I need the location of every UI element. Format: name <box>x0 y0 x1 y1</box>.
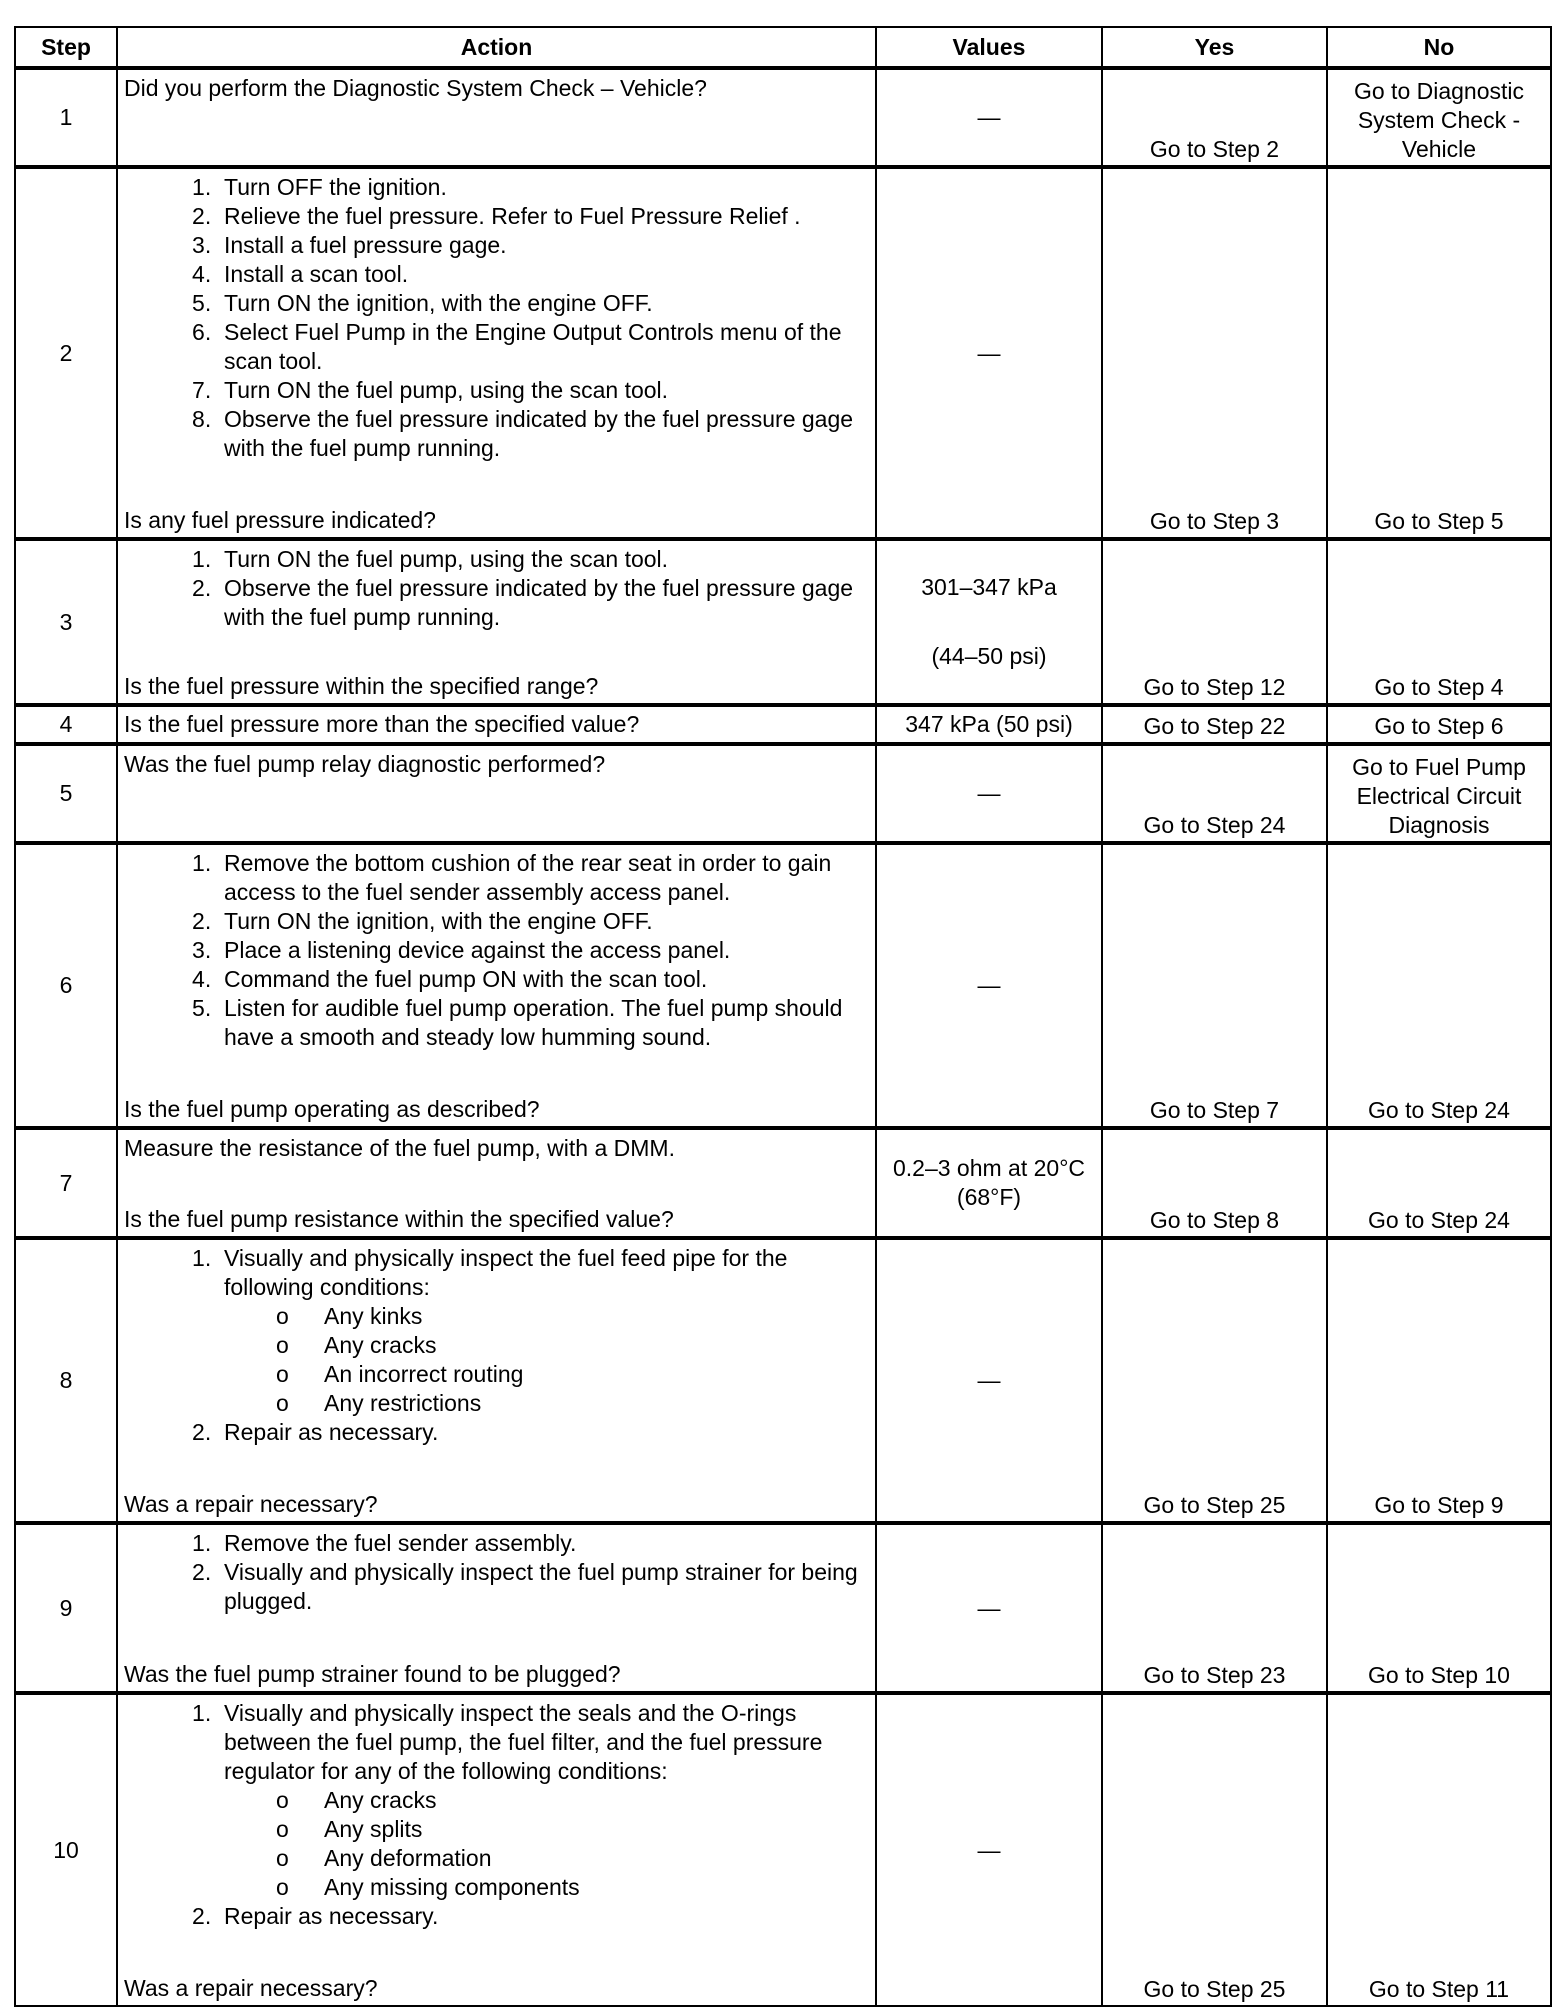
action-step: 1. Turn OFF the ignition. <box>224 173 869 202</box>
step-number: 10 <box>15 1693 117 2006</box>
condition-item: o Any missing components <box>324 1873 869 1902</box>
action-text: Is the fuel pressure more than the specified value? <box>124 711 640 737</box>
action-cell <box>117 1693 876 2006</box>
action-step: 5. Listen for audible fuel pump operation. The fuel pump should have a smooth and steady low humming sound. <box>224 994 869 1052</box>
action-cell <box>117 843 876 1128</box>
no-cell: Go to Step 11 <box>1327 1693 1551 2006</box>
no-cell: Go to Step 10 <box>1327 1523 1551 1693</box>
value-psi: (44–50 psi) <box>931 643 1047 669</box>
header-row <box>15 27 1551 68</box>
action-step <box>224 1699 869 1902</box>
action-cell <box>117 539 876 705</box>
values-cell: — <box>876 68 1102 167</box>
action-step-text: Visually and physically inspect the fuel feed pipe for the following conditions: <box>224 1245 788 1300</box>
action-step: 1. Turn ON the fuel pump, using the scan tool. <box>224 545 869 574</box>
action-question: Is the fuel pump operating as described? <box>124 1096 540 1122</box>
table-row <box>15 1128 1551 1238</box>
action-cell <box>117 167 876 539</box>
action-step <box>224 1244 869 1418</box>
action-cell <box>117 1523 876 1693</box>
no-cell: Go to Step 9 <box>1327 1238 1551 1523</box>
action-cell <box>117 744 876 843</box>
table-row <box>15 1693 1551 2006</box>
action-step: 2. Visually and physically inspect the fuel pump strainer for being plugged. <box>224 1558 869 1616</box>
yes-cell: Go to Step 8 <box>1102 1128 1327 1238</box>
values-cell: — <box>876 1523 1102 1693</box>
step-number: 7 <box>15 1128 117 1238</box>
header-no: No <box>1327 27 1551 68</box>
no-cell: Go to Step 5 <box>1327 167 1551 539</box>
action-text: Measure the resistance of the fuel pump, with a DMM. <box>124 1135 675 1161</box>
step-number: 2 <box>15 167 117 539</box>
yes-cell: Go to Step 2 <box>1102 68 1327 167</box>
table-row <box>15 744 1551 843</box>
header-action: Action <box>117 27 876 68</box>
table-row <box>15 539 1551 705</box>
table-row <box>15 843 1551 1128</box>
yes-cell: Go to Step 12 <box>1102 539 1327 705</box>
table-row <box>15 1523 1551 1693</box>
table-row <box>15 68 1551 167</box>
action-step: 4. Command the fuel pump ON with the scan tool. <box>224 965 869 994</box>
yes-cell: Go to Step 3 <box>1102 167 1327 539</box>
action-steps <box>124 173 869 463</box>
yes-cell: Go to Step 22 <box>1102 705 1327 744</box>
no-cell: Go to Step 4 <box>1327 539 1551 705</box>
values-cell <box>876 539 1102 705</box>
no-cell: Go to Diagnostic System Check - Vehicle <box>1327 68 1551 167</box>
action-step: 2. Relieve the fuel pressure. Refer to Fuel Pressure Relief . <box>224 202 869 231</box>
step-number: 3 <box>15 539 117 705</box>
header-values: Values <box>876 27 1102 68</box>
yes-cell: Go to Step 7 <box>1102 843 1327 1128</box>
table-row <box>15 705 1551 744</box>
table-row <box>15 167 1551 539</box>
action-step: 3. Install a fuel pressure gage. <box>224 231 869 260</box>
action-text: Was the fuel pump relay diagnostic performed? <box>124 751 606 777</box>
action-question: Is the fuel pump resistance within the specified value? <box>124 1206 674 1232</box>
no-cell: Go to Step 24 <box>1327 1128 1551 1238</box>
step-number: 9 <box>15 1523 117 1693</box>
table-row <box>15 1238 1551 1523</box>
condition-item: o Any restrictions <box>324 1389 869 1418</box>
action-step-text: Visually and physically inspect the seals and the O-rings between the fuel pump, the fuel filter, and the fuel pressure regulator for any of the following conditions: <box>224 1700 823 1784</box>
condition-item: o Any splits <box>324 1815 869 1844</box>
condition-item: o Any kinks <box>324 1302 869 1331</box>
condition-item: o An incorrect routing <box>324 1360 869 1389</box>
action-step: 2. Observe the fuel pressure indicated by the fuel pressure gage with the fuel pump running. <box>224 574 869 632</box>
yes-cell: Go to Step 25 <box>1102 1693 1327 2006</box>
yes-cell: Go to Step 25 <box>1102 1238 1327 1523</box>
condition-list <box>124 1302 869 1418</box>
values-cell: — <box>876 1238 1102 1523</box>
diagnostic-table <box>14 26 1552 2007</box>
action-question: Is the fuel pressure within the specified range? <box>124 673 599 699</box>
action-step: 6. Select Fuel Pump in the Engine Output Controls menu of the scan tool. <box>224 318 869 376</box>
action-cell <box>117 68 876 167</box>
action-step: 4. Install a scan tool. <box>224 260 869 289</box>
value-kpa: 301–347 kPa <box>921 574 1057 600</box>
action-step: 2. Repair as necessary. <box>224 1902 869 1931</box>
values-cell: — <box>876 1693 1102 2006</box>
action-step: 1. Remove the bottom cushion of the rear seat in order to gain access to the fuel sender assembly access panel. <box>224 849 869 907</box>
action-question: Was a repair necessary? <box>124 1975 378 2001</box>
step-number: 5 <box>15 744 117 843</box>
step-number: 4 <box>15 705 117 744</box>
values-cell: 347 kPa (50 psi) <box>876 705 1102 744</box>
condition-list <box>124 1786 869 1902</box>
action-text: Did you perform the Diagnostic System Check – Vehicle? <box>124 75 707 101</box>
values-cell: — <box>876 744 1102 843</box>
header-step: Step <box>15 27 117 68</box>
values-cell: — <box>876 167 1102 539</box>
no-cell: Go to Step 24 <box>1327 843 1551 1128</box>
action-step: 3. Place a listening device against the access panel. <box>224 936 869 965</box>
action-question: Is any fuel pressure indicated? <box>124 507 436 533</box>
action-question: Was a repair necessary? <box>124 1491 378 1517</box>
no-cell: Go to Step 6 <box>1327 705 1551 744</box>
values-cell: — <box>876 843 1102 1128</box>
step-number: 6 <box>15 843 117 1128</box>
step-number: 8 <box>15 1238 117 1523</box>
action-step: 7. Turn ON the fuel pump, using the scan tool. <box>224 376 869 405</box>
action-steps <box>124 1244 869 1447</box>
action-step: 8. Observe the fuel pressure indicated by the fuel pressure gage with the fuel pump running. <box>224 405 869 463</box>
action-steps <box>124 545 869 632</box>
action-question: Was the fuel pump strainer found to be plugged? <box>124 1661 621 1687</box>
values-cell: 0.2–3 ohm at 20°C (68°F) <box>876 1128 1102 1238</box>
yes-cell: Go to Step 23 <box>1102 1523 1327 1693</box>
action-step: 2. Turn ON the ignition, with the engine OFF. <box>224 907 869 936</box>
action-steps <box>124 1529 869 1616</box>
condition-item: o Any cracks <box>324 1331 869 1360</box>
action-steps <box>124 1699 869 1931</box>
yes-cell: Go to Step 24 <box>1102 744 1327 843</box>
step-number: 1 <box>15 68 117 167</box>
action-cell <box>117 1238 876 1523</box>
condition-item: o Any deformation <box>324 1844 869 1873</box>
action-cell <box>117 705 876 744</box>
action-step: 2. Repair as necessary. <box>224 1418 869 1447</box>
action-steps <box>124 849 869 1052</box>
action-step: 1. Remove the fuel sender assembly. <box>224 1529 869 1558</box>
condition-item: o Any cracks <box>324 1786 869 1815</box>
action-cell <box>117 1128 876 1238</box>
action-step: 5. Turn ON the ignition, with the engine OFF. <box>224 289 869 318</box>
header-yes: Yes <box>1102 27 1327 68</box>
no-cell: Go to Fuel Pump Electrical Circuit Diagnosis <box>1327 744 1551 843</box>
